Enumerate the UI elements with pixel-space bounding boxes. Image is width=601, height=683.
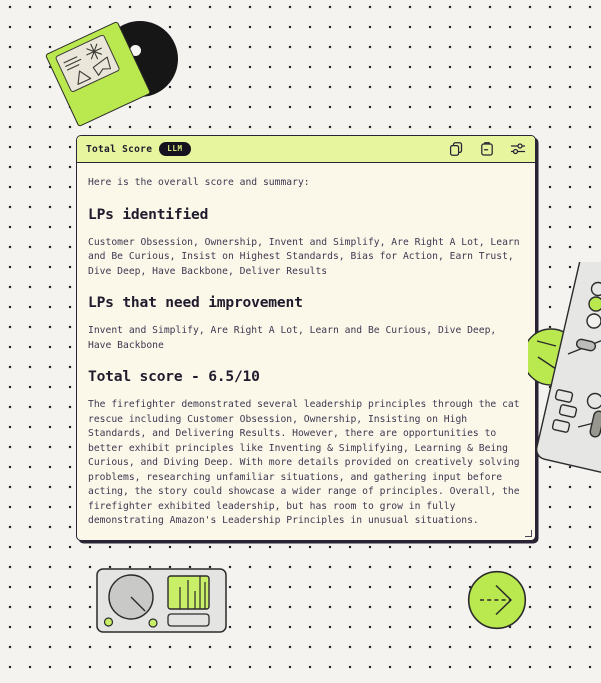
section-body-total-score: The firefighter demonstrated several leadership principles through the cat rescue including Customer Obsession, Ownership, Insisting on High Standards, and Delivering Results. However, there are opportunities to better exhibit principles like Inventing & Simplifying, Learning & Being Curious, and Diving Deep. With more details provided on creatively solving problems, researching unfamiliar situations, and gathering input before acting, the story could showcase a wider range of principles. Overall, the firefighter exhibited leadership, but has room to grow in fully demonstrating Amazon's Leadership Principles in unusual situations. bbox=[88, 399, 520, 526]
clipboard-icon bbox=[479, 141, 495, 157]
record-sleeve-label bbox=[55, 34, 121, 93]
section-body-lps-identified: Customer Obsession, Ownership, Invent and Simplify, Are Right A Lot, Learn and Be Curious, Insist on Highest Standards, Bias for Action, Earn Trust, Dive Deep, Have Backbone, Deliver Results bbox=[88, 236, 520, 277]
copy-button[interactable] bbox=[448, 141, 464, 157]
section-heading-lps-improvement: LPs that need improvement bbox=[88, 294, 303, 311]
copy-icon bbox=[448, 141, 464, 157]
section-body-lps-improvement: Invent and Simplify, Are Right A Lot, Learn and Be Curious, Dive Deep, Have Backbone bbox=[88, 325, 497, 351]
intro-text: Here is the overall score and summary: bbox=[88, 177, 310, 188]
sleeve-label-shapes bbox=[56, 34, 122, 93]
control-panel-icon bbox=[528, 262, 601, 478]
card-title: Total Score bbox=[86, 143, 153, 155]
mixer-device-icon bbox=[96, 567, 228, 639]
card-content bbox=[77, 163, 535, 541]
sliders-icon bbox=[510, 141, 526, 157]
card-actions bbox=[448, 141, 526, 157]
arrow-circle-icon bbox=[467, 570, 527, 634]
sliders-button[interactable] bbox=[510, 141, 526, 157]
total-score-card bbox=[76, 135, 536, 541]
card-header[interactable] bbox=[77, 136, 535, 163]
section-heading-lps-identified: LPs identified bbox=[88, 205, 209, 223]
resize-handle[interactable] bbox=[525, 530, 532, 537]
llm-badge: LLM bbox=[159, 142, 190, 156]
clipboard-button[interactable] bbox=[479, 141, 495, 157]
section-heading-total-score: Total score - 6.5/10 bbox=[88, 368, 260, 385]
